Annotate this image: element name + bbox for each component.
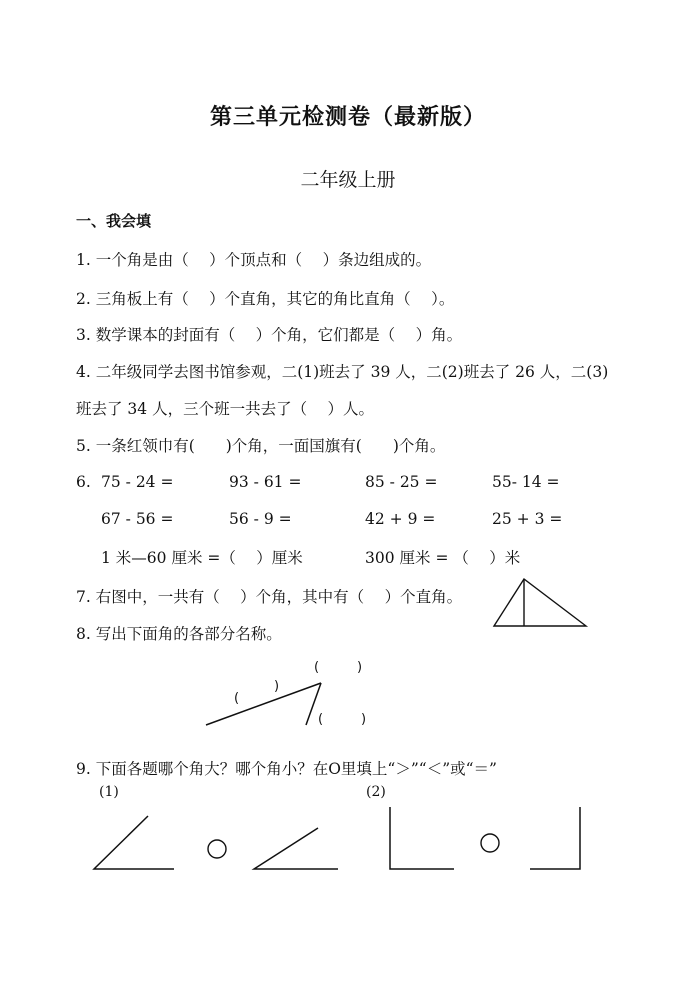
triangle-figure (490, 575, 590, 630)
q6-item: 67 - 56 = (101, 510, 174, 528)
q9-part2-angle-right (526, 805, 586, 873)
q6-item: 42 + 9 = (365, 510, 436, 528)
q6-item: 25 + 3 = (492, 510, 563, 528)
question-9-part-1-label: (1) (99, 784, 119, 800)
compare-circle-1[interactable] (206, 838, 228, 860)
question-4-line-1: 4. 二年级同学去图书馆参观，二(1)班去了 39 人，二(2)班去了 26 人，二(3) (76, 363, 609, 381)
question-6-label: 6. (76, 473, 91, 491)
q6-conversion-item: 1 米—60 厘米 =（ ）厘米 (101, 549, 303, 567)
question-2: 2. 三角板上有（ ）个直角，其它的角比直角（ ）。 (76, 290, 455, 308)
page-subtitle: 二年级上册 (300, 169, 396, 191)
q9-part2-angle-left (386, 805, 458, 873)
q9-part1-angle-left (90, 812, 180, 872)
q9-part1-angle-right (250, 824, 342, 872)
question-7: 7. 右图中，一共有（ ）个角，其中有（ ）个直角。 (76, 588, 463, 606)
angle-diagram (200, 670, 330, 730)
side-label-open: ( (234, 691, 240, 706)
q6-item: 55- 14 = (492, 473, 560, 491)
question-4-line-2: 班去了 34 人，三个班一共去了（ ）人。 (76, 400, 375, 418)
q6-item: 56 - 9 = (229, 510, 292, 528)
q6-item: 75 - 24 = (101, 473, 174, 491)
page-title: 第三单元检测卷（最新版） (209, 104, 486, 130)
q6-item: 85 - 25 = (365, 473, 438, 491)
compare-circle-2[interactable] (479, 832, 501, 854)
section-heading: 一、我会填 (76, 212, 152, 230)
question-9: 9. 下面各题哪个角大？哪个角小？在O里填上“＞”“＜”或“＝” (76, 760, 497, 778)
vertex-label-open: ( (314, 660, 320, 675)
question-9-part-2-label: (2) (366, 784, 386, 800)
q6-item: 93 - 61 = (229, 473, 302, 491)
side-label-close: ) (361, 712, 367, 727)
question-1: 1. 一个角是由（ ）个顶点和（ ）条边组成的。 (76, 251, 432, 269)
question-5: 5. 一条红领巾有( )个角，一面国旗有( )个角。 (76, 437, 446, 455)
side-label-close: ) (274, 679, 280, 694)
q6-conversion-item: 300 厘米 = （ ）米 (365, 549, 521, 567)
question-3: 3. 数学课本的封面有（ ）个角，它们都是（ ）角。 (76, 326, 463, 344)
question-8: 8. 写出下面角的各部分名称。 (76, 625, 282, 643)
vertex-label-close: ) (357, 660, 363, 675)
side-label-open: ( (318, 712, 324, 727)
